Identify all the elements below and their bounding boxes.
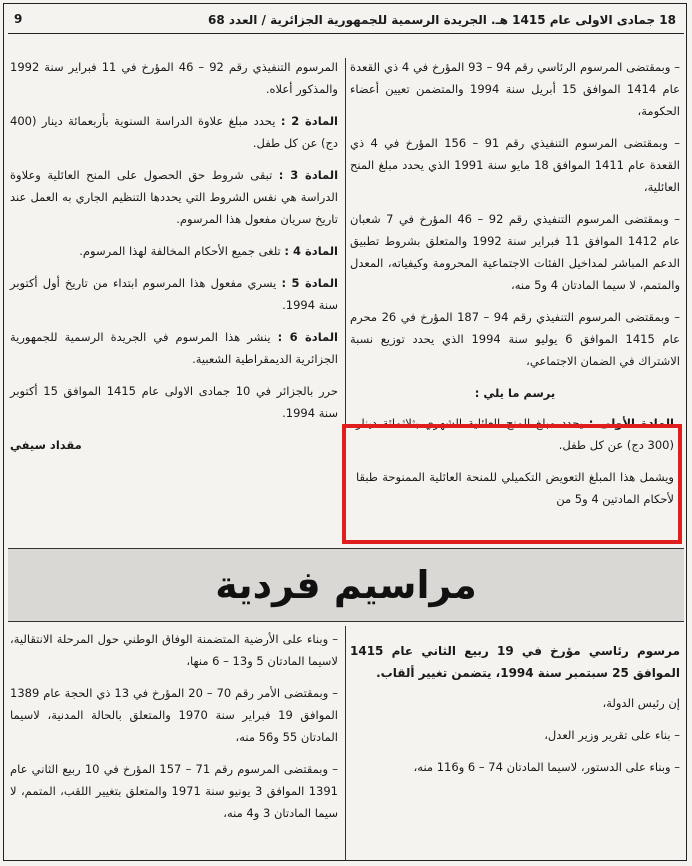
bottom-left-paragraph-1: – وبناء على الأرضية المتضمنة الوفاق الوطني حول المرحلة الانتقالية، لاسيما المادتان 5 و13 – 6 منها،: [10, 632, 338, 668]
article-2-text: يحدد مبلغ علاوة الدراسة السنوية بأربعمائة دينار (400 دج) عن كل طفل.: [10, 114, 338, 150]
bottom-left-paragraph-2: – وبمقتضى الأمر رقم 70 – 20 المؤرخ في 13 ذي الحجة عام 1389 الموافق 19 فبراير سنة 1970 والمتعلق بالحالة المدنية، لاسيما المادتان 55 و56 منه،: [10, 686, 338, 744]
article-4-title: المادة 4 :: [284, 244, 338, 258]
right-paragraph-1: – وبمقتضى المرسوم الرئاسي رقم 94 – 93 المؤرخ في 4 ذي القعدة عام 1414 الموافق 15 أبريل سنة 1994 والمتضمن تعيين أعضاء الحكومة،: [350, 60, 681, 118]
bottom-right-paragraph-2: – بناء على تقرير وزير العدل،: [544, 728, 680, 742]
left-intro: المرسوم التنفيذي رقم 92 – 46 المؤرخ في 11 فبراير سنة 1992 والمذكور أعلاه.: [10, 60, 338, 96]
banner-title: مراسيم فردية: [215, 563, 477, 607]
article-6-title: المادة 6 :: [277, 330, 338, 344]
article-2-title: المادة 2 :: [280, 114, 338, 128]
bottom-right-paragraph-3: – وبناء على الدستور، لاسيما المادتان 74 – 6 و116 منه،: [413, 760, 680, 774]
signature: مقداد سيفي: [10, 438, 82, 452]
article-6-text: ينشر هذا المرسوم في الجريدة الرسمية للجمهورية الجزائرية الديمقراطية الشعبية.: [10, 330, 338, 366]
highlight-box: [342, 424, 682, 544]
page-header: [8, 8, 684, 32]
article-5-text: يسري مفعول هذا المرسوم ابتداء من تاريخ أول أكتوبر سنة 1994.: [10, 276, 338, 312]
decrees-label: يرسم ما يلي :: [474, 386, 556, 400]
right-paragraph-3: – وبمقتضى المرسوم التنفيذي رقم 92 – 46 المؤرخ في 7 شعبان عام 1412 الموافق 11 فبراير سنة 1992 والمتعلق بشروط تطبيق الدعم المباشر لمداخيل الفئات الاجتماعية المحرومة وكيفياته، المعدل والمتمم، لا سيما المادتان 4 و5 منه،: [350, 212, 681, 292]
decree-title: مرسوم رئاسي مؤرخ في 19 ربيع الثاني عام 1415 الموافق 25 سبتمبر سنة 1994، يتضمن تغيير ألقاب.: [350, 644, 680, 680]
closing-text: حرر بالجزائر في 10 جمادى الاولى عام 1415 الموافق 15 أكتوبر سنة 1994.: [10, 384, 339, 420]
right-paragraph-4: – وبمقتضى المرسوم التنفيذي رقم 94 – 187 المؤرخ في 26 محرم عام 1415 الموافق 6 يوليو سنة 1994 الذي يحدد توزيع نسبة الاشتراك في الضمان الاجتماعي،: [350, 310, 680, 368]
article-4: [10, 240, 338, 262]
article-3-text: تبقى شروط حق الحصول على المنح العائلية وعلاوة الدراسة هي نفس الشروط التي يحددها التنظيم الجاري به العمل عند تاريخ سريان مفعول هذا المرسوم.: [10, 168, 338, 226]
header-rule: [8, 33, 684, 34]
page-number: 9: [14, 12, 23, 26]
bottom-left-paragraph-3: – وبمقتضى المرسوم رقم 71 – 157 المؤرخ في 10 ربيع الثاني عام 1391 الموافق 3 يونيو سنة 1971 والمتعلق بتغيير اللقب، المتمم، لا سيما المادتان 3 و4 منه،: [10, 762, 339, 820]
article-4-text: تلغى جميع الأحكام المخالفة لهذا المرسوم.: [79, 244, 281, 258]
bottom-right-paragraph-1: إن رئيس الدولة،: [602, 696, 680, 710]
article-1-title: المادة الأولى :: [588, 416, 674, 430]
article-1-text: يحدد مبلغ المنح العائلية الشهري بثلاثمائة دينار (300 دج) عن كل طفل.: [356, 416, 674, 452]
article-3-title: المادة 3 :: [278, 168, 339, 182]
article-6: [10, 326, 338, 370]
article-5: [10, 272, 338, 316]
article-5-title: المادة 5 :: [281, 276, 338, 290]
section-banner: [8, 548, 684, 622]
header-text: 18 جمادى الاولى عام 1415 هـ. الجريدة الرسمية للجمهورية الجزائرية / العدد 68: [208, 13, 676, 27]
article-3: [10, 164, 338, 230]
column-divider-bottom: [345, 626, 346, 861]
article-2: [10, 110, 338, 154]
bottom-right-column: [350, 628, 680, 788]
article-1-extra: ويشمل هذا المبلغ التعويض التكميلي للمنحة العائلية الممنوحة طبقا لأحكام المادتين 4 و5 من: [356, 470, 674, 506]
right-paragraph-2: – وبمقتضى المرسوم التنفيذي رقم 91 – 156 المؤرخ في 4 ذي القعدة عام 1411 الموافق 18 مايو سنة 1991 الذي يحدد مبلغ المنح العائلية،: [350, 136, 680, 194]
bottom-left-column: [10, 628, 338, 834]
left-column: [10, 56, 338, 466]
